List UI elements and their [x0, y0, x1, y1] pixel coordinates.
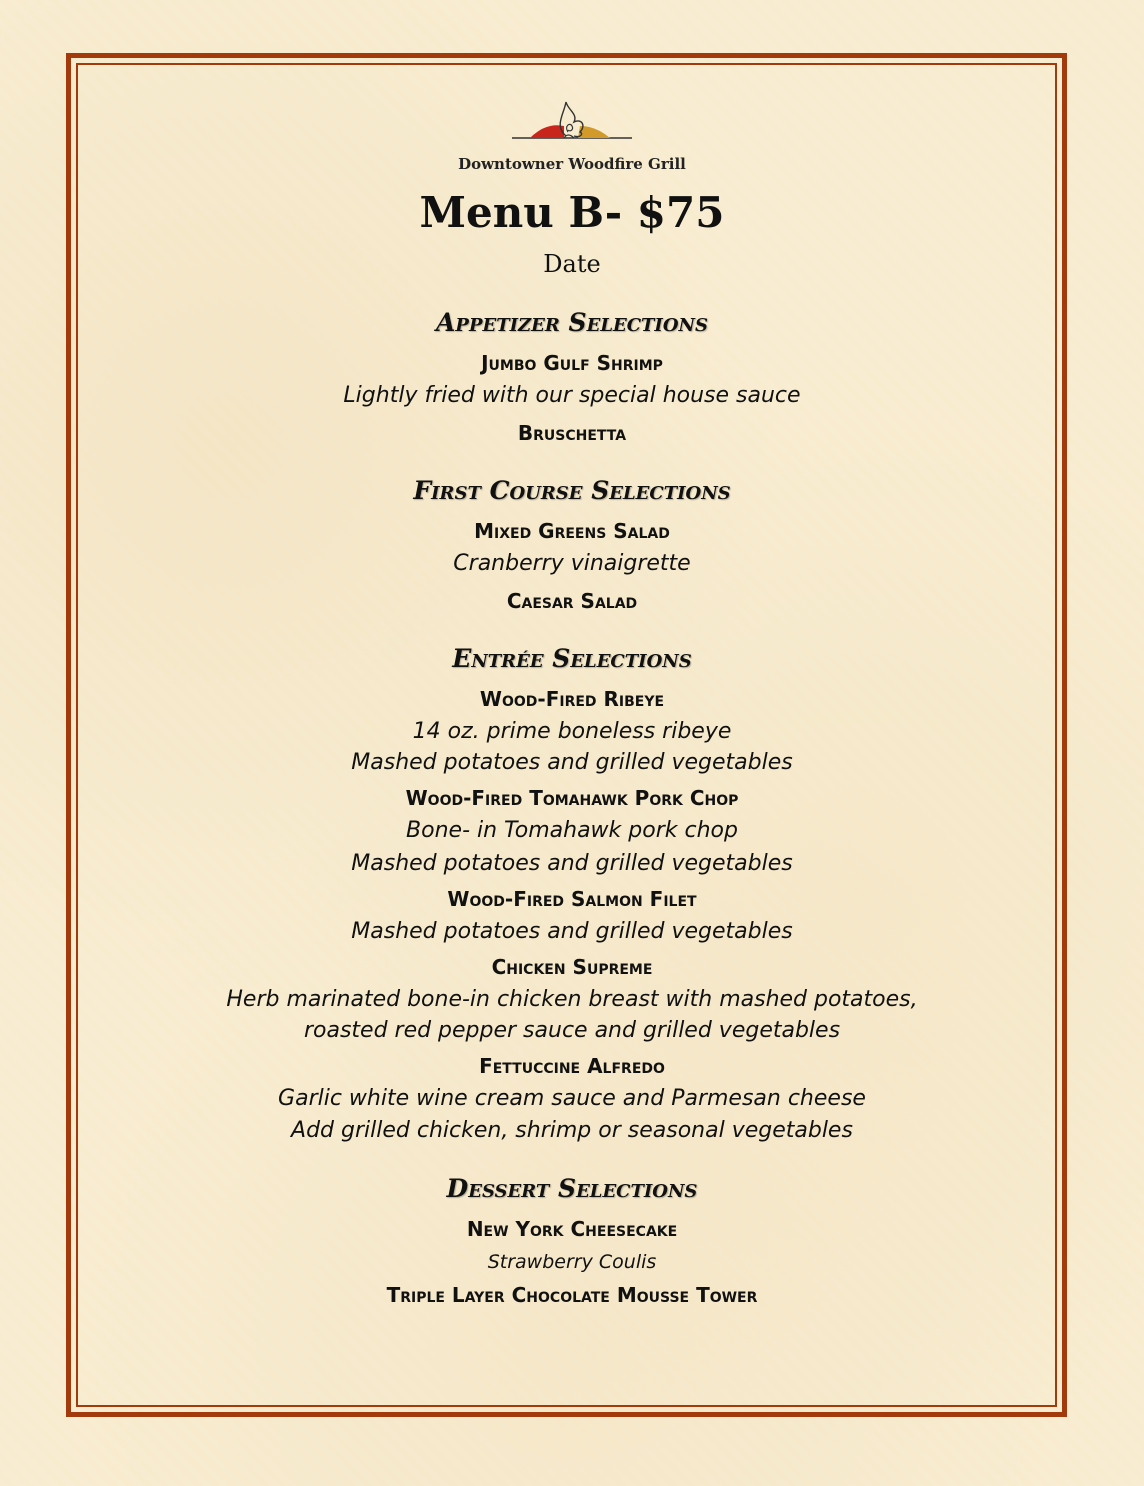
entree-heading: Entrée Selections: [452, 644, 692, 673]
item-description: Lightly fried with our special house sauce: [343, 383, 801, 408]
first-course-heading: First Course Selections: [413, 476, 731, 505]
item-bruschetta: Bruschetta: [517, 421, 627, 445]
item-wood-fired-salmon-filet: Wood-Fired Salmon Filet: [447, 887, 697, 911]
item-tomahawk-pork-chop: Wood-Fired Tomahawk Pork Chop: [405, 786, 739, 810]
dessert-heading: Dessert Selections: [446, 1174, 698, 1203]
item-description: Mashed potatoes and grilled vegetables: [351, 851, 793, 876]
item-description: Add grilled chicken, shrimp or seasonal vegetables: [291, 1118, 853, 1143]
item-caesar-salad: Caesar Salad: [506, 589, 638, 613]
item-description: Herb marinated bone-in chicken breast with mashed potatoes,: [226, 987, 918, 1012]
appetizer-heading: Appetizer Selections: [436, 308, 708, 337]
menu-date: Date: [543, 250, 601, 278]
item-description: Bone- in Tomahawk pork chop: [406, 818, 738, 843]
item-chicken-supreme: Chicken Supreme: [491, 955, 653, 979]
item-fettuccine-alfredo: Fettuccine Alfredo: [479, 1054, 665, 1078]
item-new-york-cheesecake: New York Cheesecake: [466, 1217, 678, 1241]
item-description: 14 oz. prime boneless ribeye: [412, 719, 732, 744]
restaurant-name: Downtowner Woodfire Grill: [458, 155, 686, 173]
item-description: Mashed potatoes and grilled vegetables: [351, 750, 793, 775]
item-description: Mashed potatoes and grilled vegetables: [351, 919, 793, 944]
item-description: Garlic white wine cream sauce and Parmesan cheese: [278, 1086, 866, 1111]
item-jumbo-gulf-shrimp: Jumbo Gulf Shrimp: [481, 351, 663, 375]
item-description: Strawberry Coulis: [487, 1251, 657, 1273]
item-mixed-greens-salad: Mixed Greens Salad: [474, 519, 670, 543]
item-description: roasted red pepper sauce and grilled vegetables: [303, 1018, 841, 1043]
item-wood-fired-ribeye: Wood-Fired Ribeye: [479, 687, 665, 711]
flame-logo-icon: [508, 92, 636, 148]
item-chocolate-mousse-tower: Triple Layer Chocolate Mousse Tower: [386, 1283, 758, 1307]
item-description: Cranberry vinaigrette: [453, 551, 691, 576]
menu-title: Menu B- $75: [419, 188, 725, 237]
